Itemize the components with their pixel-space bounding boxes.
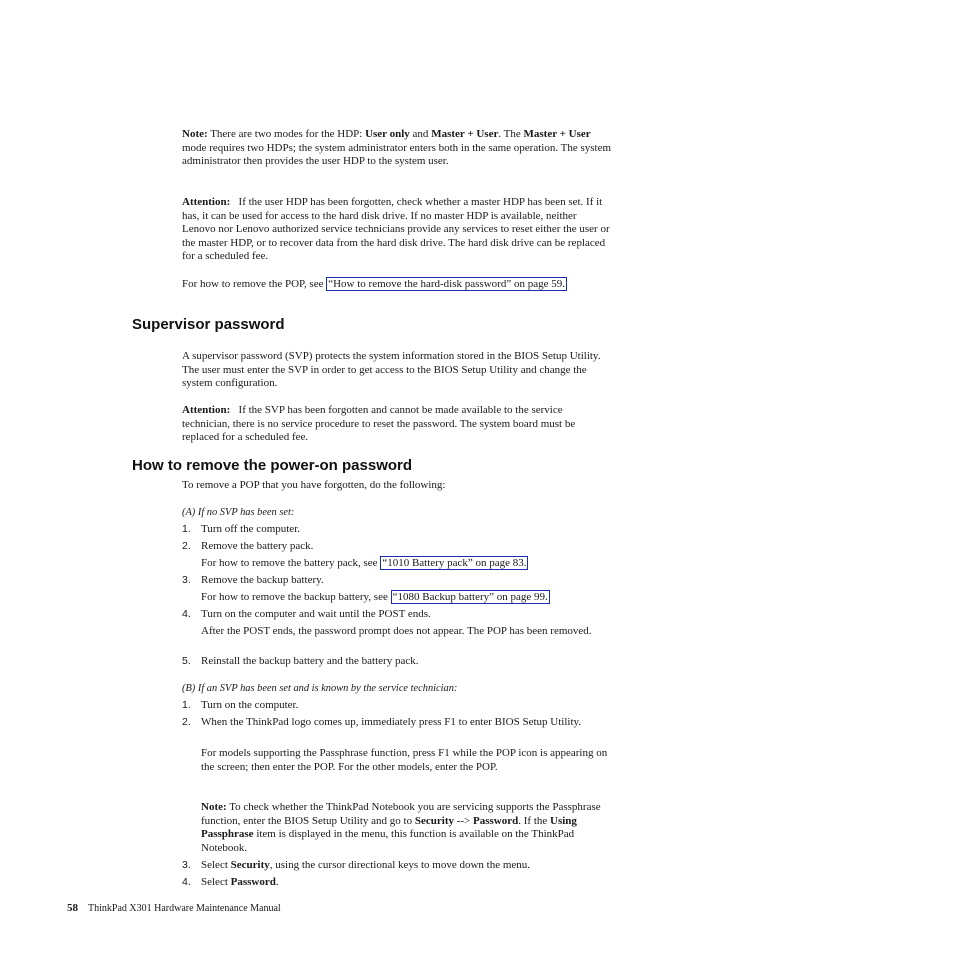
hard-disk-password-link[interactable]: “How to remove the hard-disk password” on page 59. bbox=[328, 278, 565, 290]
list-number: 4. bbox=[182, 876, 191, 888]
post-ends-note: After the POST ends, the password prompt does not appear. The POP has been removed. bbox=[201, 625, 592, 637]
passphrase-note bbox=[201, 801, 612, 855]
list-text-bold: Security bbox=[230, 859, 270, 871]
note-bold: Master + User bbox=[523, 128, 591, 140]
attention-text: If the SVP has been forgotten and cannot be made available to the service technician, there is no service procedure to reset the password. The system board must be replaced for a scheduled fee. bbox=[182, 404, 578, 444]
attention-text: If the user HDP has been forgotten, check whether a master HDP has been set. If it has, it can be used for access to the hard disk drive. If no master HDP is available, neither Lenovo nor Lenovo authorized service technicians provide any services to reset either the user or the master HDP, or to recover data from the hard disk drive. The hard disk drive can be replaced for a scheduled fee. bbox=[182, 196, 613, 263]
supervisor-body: A supervisor password (SVP) protects the system information stored in the BIOS Setup Utility. The user must enter the SVP in order to get access to the BIOS Setup Utility and change the system configuration. bbox=[182, 350, 601, 390]
manual-title: ThinkPad X301 Hardware Maintenance Manual bbox=[88, 903, 281, 914]
list-text-part: Select bbox=[201, 859, 231, 871]
list-text bbox=[201, 859, 611, 873]
pop-reference-text: For how to remove the POP, see bbox=[182, 278, 327, 290]
note-text: . The bbox=[498, 128, 524, 140]
list-text: When the ThinkPad logo comes up, immediately press F1 to enter BIOS Setup Utility. bbox=[201, 716, 582, 728]
list-number: 2. bbox=[182, 716, 191, 728]
note-text: and bbox=[409, 128, 432, 140]
list-text: Reinstall the backup battery and the battery pack. bbox=[201, 655, 419, 667]
section-heading-power-on: How to remove the power-on password bbox=[132, 457, 413, 474]
page-footer bbox=[67, 902, 281, 914]
note-text: mode requires two HDPs; the system administrator enters both in the same operation. The system administrator then provides the user HDP to the system user. bbox=[182, 141, 612, 168]
note-paragraph bbox=[182, 128, 612, 169]
note-text: --> bbox=[453, 814, 474, 827]
note-text: item is displayed in the menu, this function is available on the ThinkPad Notebook. bbox=[201, 828, 575, 854]
list-text: Remove the battery pack. bbox=[201, 540, 314, 552]
note-bold: Password bbox=[473, 814, 519, 827]
battery-pack-reference bbox=[201, 557, 612, 571]
power-on-intro: To remove a POP that you have forgotten, do the following: bbox=[182, 479, 446, 491]
list-text-part: , using the cursor directional keys to move down the menu. bbox=[269, 859, 531, 871]
note-label: Note: bbox=[201, 801, 227, 813]
list-number: 5. bbox=[182, 655, 191, 667]
supervisor-attention bbox=[182, 404, 612, 445]
reference-text: For how to remove the backup battery, see bbox=[201, 591, 391, 603]
list-text-part: Select bbox=[201, 876, 231, 888]
note-bold: Security bbox=[414, 814, 454, 827]
note-text: There are two modes for the HDP: bbox=[207, 128, 366, 140]
case-b-label: (B) If an SVP has been set and is known by the service technician: bbox=[182, 683, 458, 694]
list-text: Turn on the computer and wait until the POST ends. bbox=[201, 608, 431, 620]
list-number: 1. bbox=[182, 699, 191, 711]
note-text: To check whether the ThinkPad Notebook you are servicing supports the Passphrase function, enter the BIOS Setup Utility and go to bbox=[201, 801, 601, 827]
note-bold: User only bbox=[365, 128, 410, 140]
list-number: 3. bbox=[182, 574, 191, 586]
list-text-bold: Password bbox=[230, 876, 276, 888]
attention-paragraph bbox=[182, 196, 612, 264]
passphrase-paragraph: For models supporting the Passphrase function, press F1 while the POP icon is appearing on the screen; then enter the POP. For the other models, enter the POP. bbox=[201, 747, 608, 773]
list-text: Turn off the computer. bbox=[201, 523, 300, 535]
page-number: 58 bbox=[67, 902, 78, 914]
attention-label: Attention: bbox=[182, 404, 231, 416]
case-a-label: (A) If no SVP has been set: bbox=[182, 507, 295, 518]
note-text: . If the bbox=[518, 814, 551, 827]
note-bold: Using Passphrase bbox=[201, 814, 577, 841]
backup-battery-link[interactable]: “1080 Backup battery” on page 99. bbox=[392, 591, 548, 603]
reference-text: For how to remove the battery pack, see bbox=[201, 557, 381, 569]
list-number: 4. bbox=[182, 608, 191, 620]
list-number: 1. bbox=[182, 523, 191, 535]
list-number: 3. bbox=[182, 859, 191, 871]
list-text: Remove the backup battery. bbox=[201, 574, 324, 586]
backup-battery-reference bbox=[201, 591, 612, 605]
list-text: Turn on the computer. bbox=[201, 699, 299, 711]
list-number: 2. bbox=[182, 540, 191, 552]
attention-label: Attention: bbox=[182, 196, 231, 208]
pop-reference bbox=[182, 278, 612, 292]
note-bold: Master + User bbox=[431, 128, 499, 140]
note-label: Note: bbox=[182, 128, 208, 140]
list-text-part: . bbox=[275, 876, 279, 888]
section-heading-supervisor: Supervisor password bbox=[132, 316, 285, 333]
list-text bbox=[201, 876, 611, 890]
battery-pack-link[interactable]: “1010 Battery pack” on page 83. bbox=[382, 557, 527, 569]
